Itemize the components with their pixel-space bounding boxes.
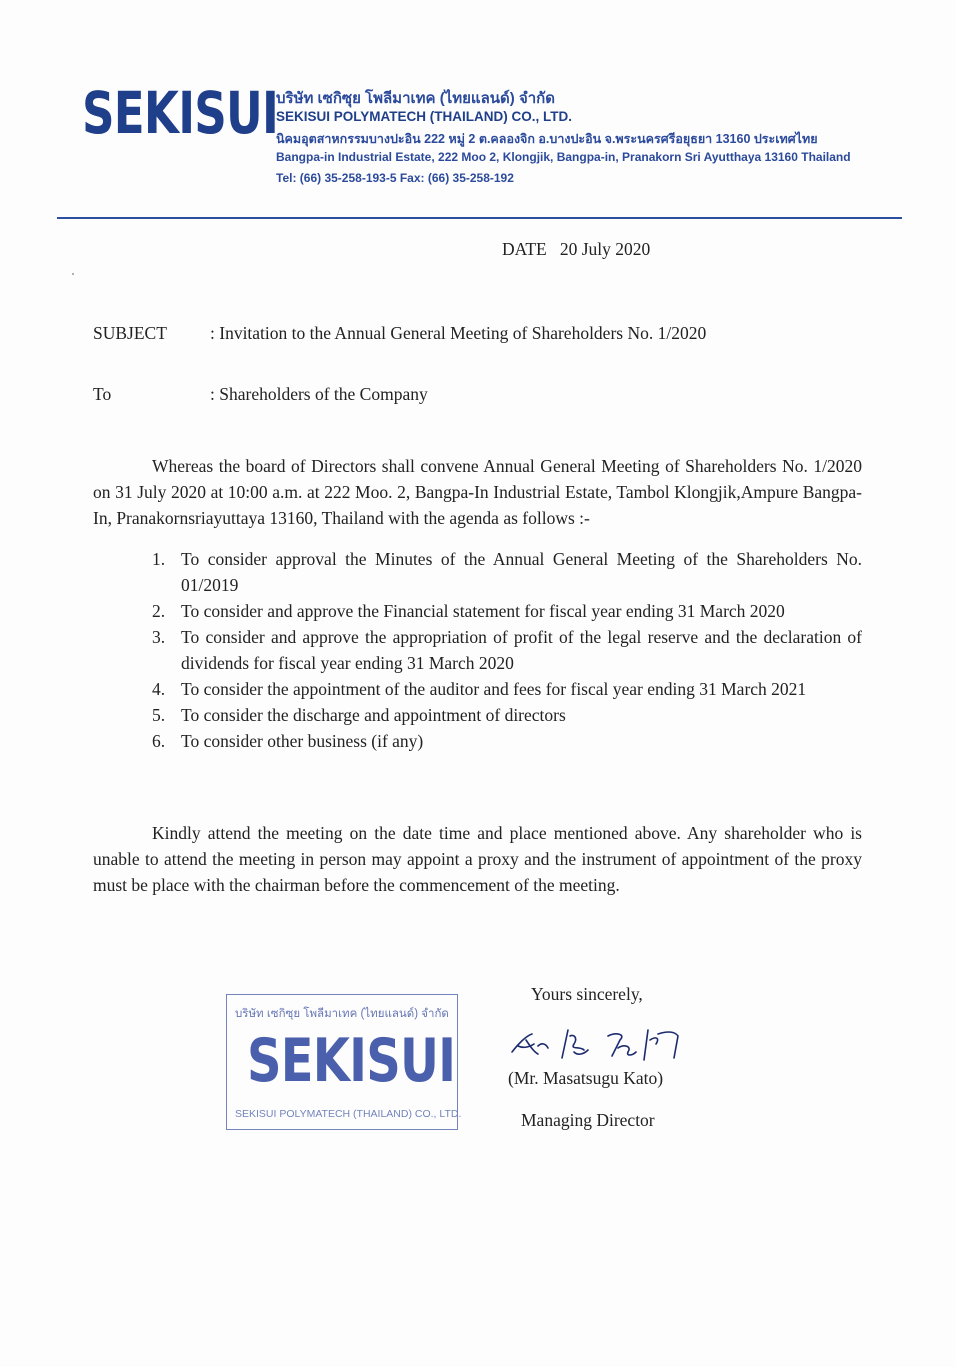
handwritten-signature <box>508 1022 688 1064</box>
agenda-item <box>152 702 862 728</box>
agenda-number: 4. <box>152 679 166 699</box>
agenda-number: 5. <box>152 705 166 725</box>
agenda-item <box>152 676 862 702</box>
stamp-english-text: SEKISUI POLYMATECH (THAILAND) CO., LTD. <box>235 1108 462 1120</box>
agenda-item <box>152 728 862 754</box>
address-thai: นิคมอุตสาหกรรมบางปะอิน 222 หมู่ 2 ต.คลองจิก อ.บางปะอิน จ.พระนครศรีอยุธยา 13160 ประเทศไทย <box>276 132 818 146</box>
agenda-text: To consider approval the Minutes of the Annual General Meeting of the Shareholders No. 01/2019 <box>181 549 862 595</box>
signatory-title: Managing Director <box>521 1110 655 1130</box>
agenda-item <box>152 546 862 598</box>
agenda-list <box>152 546 862 754</box>
stamp-logo: SEKISUI <box>247 1026 456 1096</box>
signatory-name: (Mr. Masatsugu Kato) <box>508 1068 664 1088</box>
intro-paragraph: Whereas the board of Directors shall convene Annual General Meeting of Shareholders No. 1/2020 on 31 July 2020 at 10:00 a.m. at 222 Moo. 2, Bangpa-In Industrial Estate, Tambol Klongjik,Ampure Bangpa-In, Pranakornsriayuttaya 13160, Thailand with the agenda as follows :- <box>93 456 862 528</box>
date-value: 20 July 2020 <box>559 239 651 259</box>
agenda-number: 3. <box>152 627 166 647</box>
subject-label: SUBJECT <box>93 323 167 343</box>
date-label: DATE <box>502 239 547 259</box>
agenda-number: 1. <box>152 549 166 569</box>
agenda-text: To consider other business (if any) <box>181 731 424 751</box>
agenda-item <box>152 624 862 676</box>
to-label: To <box>93 384 112 404</box>
company-name-en: SEKISUI POLYMATECH (THAILAND) CO., LTD. <box>276 109 572 124</box>
agenda-number: 6. <box>152 731 166 751</box>
agenda-text: To consider and approve the Financial statement for fiscal year ending 31 March 2020 <box>181 601 785 621</box>
letterhead-divider <box>57 217 902 219</box>
signoff-greeting: Yours sincerely, <box>531 984 643 1004</box>
agenda-text: To consider the discharge and appointment of directors <box>181 705 566 725</box>
agenda-item <box>152 598 862 624</box>
agenda-text: To consider the appointment of the auditor and fees for fiscal year ending 31 March 2021 <box>181 679 807 699</box>
company-logo: SEKISUI <box>82 79 279 147</box>
closing-paragraph: Kindly attend the meeting on the date time and place mentioned above. Any shareholder who is unable to attend the meeting in person may appoint a proxy and the instrument of appointment of the proxy must be place with the chairman before the commencement of the meeting. <box>93 823 862 895</box>
scan-speck <box>72 273 74 275</box>
agenda-text: To consider and approve the appropriation of profit of the legal reserve and the declaration of dividends for fiscal year ending 31 March 2020 <box>181 627 862 673</box>
to-value: : Shareholders of the Company <box>210 384 428 404</box>
company-name-thai: บริษัท เซกิซุย โพลีมาเทค (ไทยแลนด์) จำกัด <box>276 90 555 107</box>
date-line <box>502 236 650 262</box>
contact-line: Tel: (66) 35-258-193-5 Fax: (66) 35-258-192 <box>276 171 514 185</box>
stamp-thai-text: บริษัท เซกิซุย โพลีมาเทค (ไทยแลนด์) จำกัด <box>235 1008 449 1020</box>
address-en: Bangpa-in Industrial Estate, 222 Moo 2, Klongjik, Bangpa-in, Pranakorn Sri Ayutthaya 13160 Thailand <box>276 150 851 164</box>
agenda-number: 2. <box>152 601 166 621</box>
company-stamp <box>226 994 462 1130</box>
subject-value: : Invitation to the Annual General Meeting of Shareholders No. 1/2020 <box>210 323 707 343</box>
